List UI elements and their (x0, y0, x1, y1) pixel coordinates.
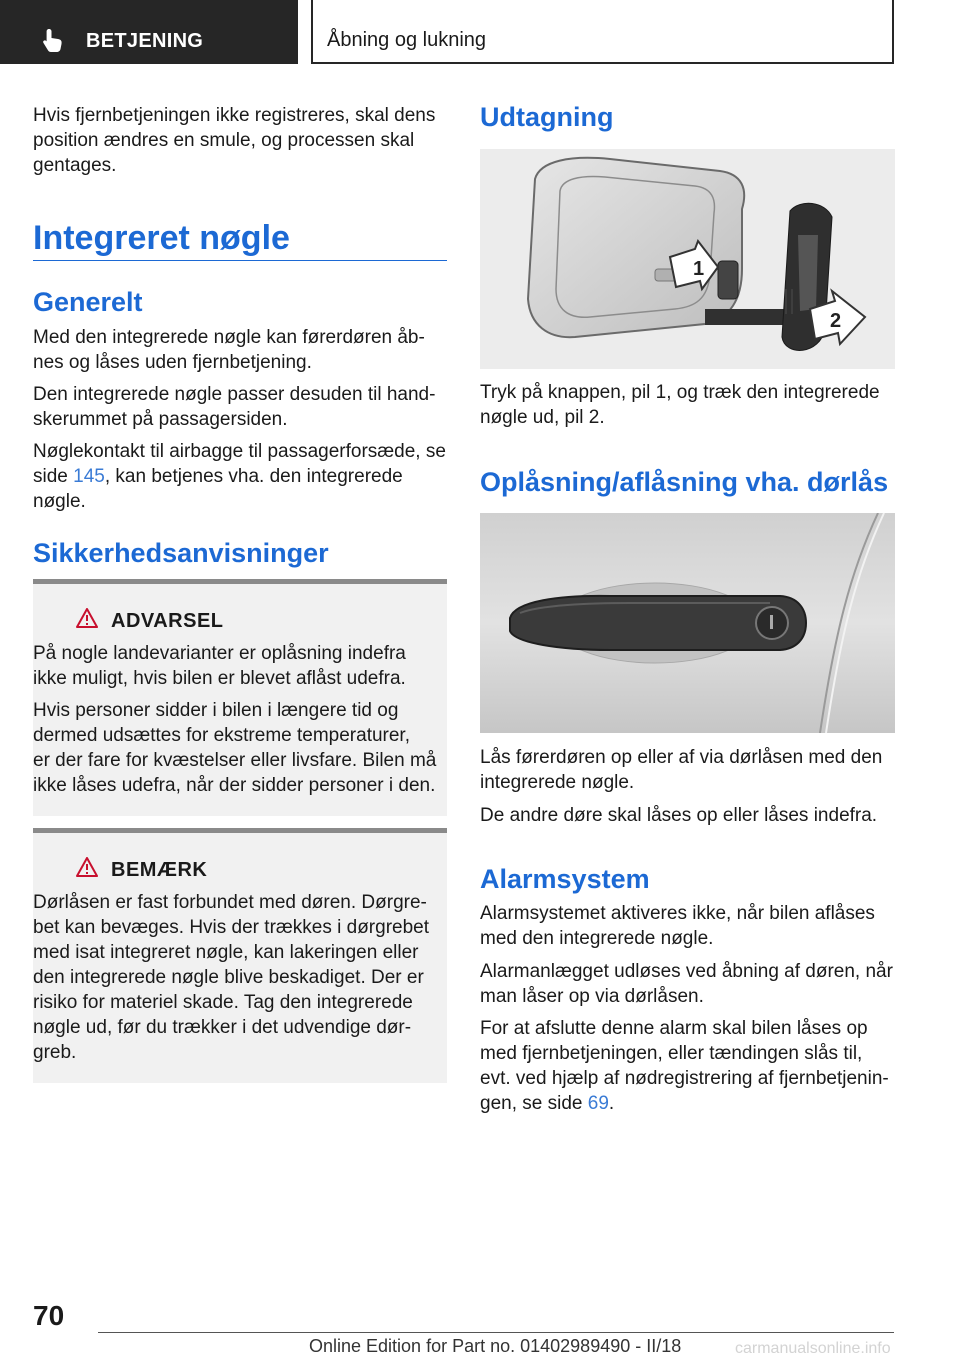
text-line: ikke låses udefra, når der sidder personer i den. (33, 775, 436, 796)
arrow-1-label: 1 (693, 258, 705, 280)
text-line: Dørlåsen er fast forbundet med døren. Dørgre- (33, 892, 427, 913)
alarm-paragraph-3 (480, 1016, 900, 1116)
watermark: carmanualsonline.info (735, 1340, 891, 1357)
key-removal-illustration (480, 149, 895, 369)
key-fob-drawing (480, 149, 895, 369)
notice-title: BEMÆRK (111, 859, 208, 881)
chapter-box (311, 0, 894, 64)
text-line: greb. (33, 1042, 77, 1063)
text-line: nøgle ud, før du trækker i det udvendige dør- (33, 1017, 412, 1038)
text-line: Den integrerede nøgle passer desuden til hand- (33, 384, 436, 405)
text-line: ikke muligt, hvis bilen er blevet aflåst udefra. (33, 668, 406, 689)
intro-line: gentages. (33, 155, 117, 176)
text-line: nes og låses uden fjernbetjening. (33, 352, 312, 373)
arrow-2-label: 2 (830, 310, 842, 332)
section-label: BETJENING (86, 30, 204, 52)
text-line: Med den integrerede nøgle kan førerdøren åb- (33, 327, 425, 348)
caution-triangle-icon (76, 857, 98, 877)
text-line: evt. ved hjælp af nødregistrering af fjernbetjenin- (480, 1068, 889, 1089)
subheading-generelt: Generelt (33, 287, 143, 317)
text-line: bet kan bevæges. Hvis der trækkes i dørgrebet (33, 917, 430, 938)
intro-line: position ændres en smule, og processen skal (33, 130, 415, 151)
text-line: Alarmanlægget udløses ved åbning af døren, når (480, 961, 893, 982)
text-line: nøgle ud, pil 2. (480, 407, 605, 428)
subheading-sikkerhedsanvisninger: Sikkerhedsanvisninger (33, 538, 329, 568)
text-line: , kan betjenes vha. den integrerede (104, 466, 403, 487)
text-line: med den integrerede nøgle. (480, 928, 714, 949)
text-line: Tryk på knappen, pil 1, og træk den integrerede (480, 382, 880, 403)
notice-box (33, 828, 447, 1083)
text-line: risiko for materiel skade. Tag den integrerede (33, 992, 413, 1013)
warning-triangle-icon (76, 608, 98, 628)
text-line: nøgle. (33, 491, 86, 512)
text-line: man låser op via dørlåsen. (480, 986, 704, 1007)
text-line: med isat integreret nøgle, kan lakeringen eller (33, 942, 419, 963)
alarm-paragraph-2 (480, 959, 900, 1009)
generelt-paragraph-3 (33, 439, 453, 514)
subheading-oplaasning: Oplåsning/aflåsning vha. dørlås (480, 467, 889, 497)
udtagning-caption (480, 380, 900, 430)
text-line: integrerede nøgle. (480, 772, 635, 793)
warning-box (33, 579, 447, 816)
chapter-title: Åbning og lukning (327, 29, 487, 51)
text-line: er der fare for kvæstelser eller livsfare. Bilen må (33, 750, 437, 771)
text-line: side (33, 466, 74, 487)
intro-line: Hvis fjernbetjeningen ikke registreres, skal dens (33, 105, 436, 126)
intro-paragraph (33, 103, 453, 178)
text-line: skerummet på passagersiden. (33, 409, 288, 430)
subheading-alarmsystem: Alarmsystem (480, 864, 650, 894)
text-line: Lås førerdøren op eller af via dørlåsen med den (480, 747, 883, 768)
generelt-paragraph-2 (33, 382, 453, 432)
text-line: . (608, 1093, 615, 1114)
door-handle-illustration (480, 513, 895, 733)
edition-footer: Online Edition for Part no. 01402989490 - II/18 (309, 1336, 682, 1356)
text-line: På nogle landevarianter er oplåsning indefra (33, 643, 406, 664)
warning-paragraph-2 (33, 698, 447, 798)
page-number: 70 (33, 1300, 65, 1331)
page-link-145[interactable]: 145 (73, 466, 105, 487)
text-line: med fjernbetjeningen, eller tændingen slås til, (480, 1043, 863, 1064)
oplaasning-paragraph-1 (480, 745, 900, 795)
door-lock-drawing (480, 513, 895, 733)
text-line: gen, se side (480, 1093, 588, 1114)
generelt-paragraph-1 (33, 325, 453, 375)
text-line: den integrerede nøgle blive beskadiget. Der er (33, 967, 424, 988)
text-line: dermed udsættes for ekstreme temperaturer, (33, 725, 410, 746)
warning-title: ADVARSEL (111, 610, 224, 632)
warning-paragraph-1 (33, 641, 447, 691)
section-heading-integreret-noegle: Integreret nøgle (33, 219, 290, 257)
text-line: For at afslutte denne alarm skal bilen låses op (480, 1018, 868, 1039)
text-line: Alarmsystemet aktiveres ikke, når bilen aflåses (480, 903, 875, 924)
subheading-udtagning: Udtagning (480, 102, 614, 132)
hand-pointer-icon (40, 27, 66, 53)
text-line: Nøglekontakt til airbagge til passagerforsæde, se (33, 441, 446, 462)
page-link-69[interactable]: 69 (587, 1093, 609, 1114)
heading-rule (33, 260, 447, 261)
alarm-paragraph-1 (480, 901, 900, 951)
footer-rule (98, 1332, 894, 1333)
notice-paragraph (33, 890, 447, 1065)
text-line: Hvis personer sidder i bilen i længere tid og (33, 700, 399, 721)
section-tab (0, 0, 298, 64)
oplaasning-paragraph-2: De andre døre skal låses op eller låses indefra. (480, 805, 878, 826)
